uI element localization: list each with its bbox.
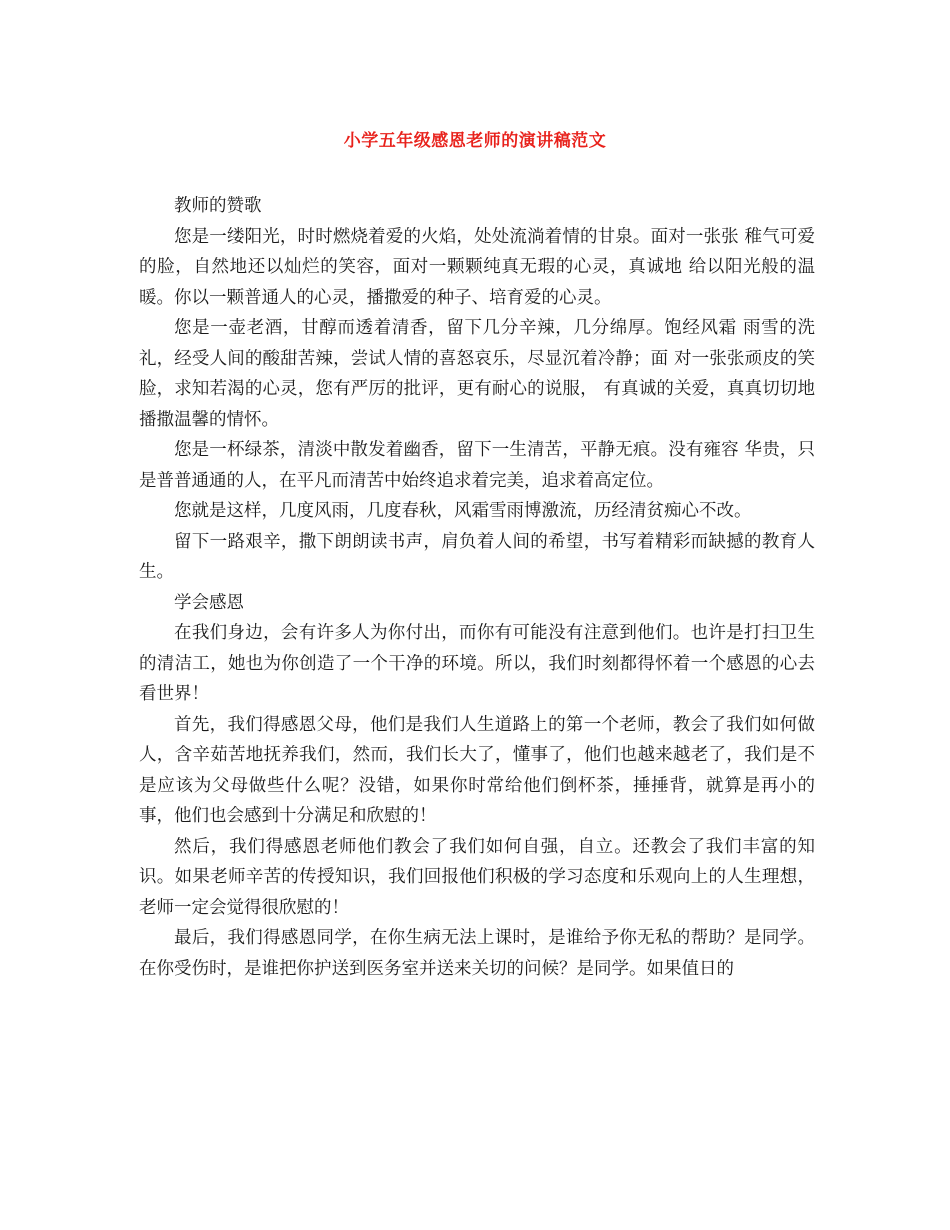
document-body [139,191,815,984]
paragraph: 在我们身边，会有许多人为你付出，而你有可能没有注意到他们。也许是打扫卫生的清洁工，她也为你创造了一个干净的环境。所以，我们时刻都得怀着一个感恩的心去看世界！ [139,623,815,704]
section-heading-teacher-praise: 教师的赞歌 [174,196,262,216]
paragraph: 您是一缕阳光，时时燃烧着爱的火焰，处处流淌着情的甘泉。面对一张张 稚气可爱的脸，自然地还以灿烂的笑容，面对一颗颗纯真无瑕的心灵，真诚地 给以阳光般的温暖。你以一颗普通人的心灵，播撒爱的种子、培育爱的心灵。 [139,226,815,308]
paragraph: 您是一杯绿茶，清淡中散发着幽香，留下一生清苦，平静无痕。没有雍容 华贵，只是普普通通的人，在平凡而清苦中始终追求着完美，追求着高定位。 [139,440,815,491]
paragraph: 首先，我们得感恩父母，他们是我们人生道路上的第一个老师，教会了我们如何做人，含辛茹苦地抚养我们，然而，我们长大了，懂事了，他们也越来越老了，我们是不是应该为父母做些什么呢？没错，如果你时常给他们倒杯茶，捶捶背，就算是再小的事，他们也会感到十分满足和欣慰的！ [139,714,815,826]
paragraph: 您就是这样，几度风雨，几度春秋，风霜雪雨博激流，历经清贫痴心不改。 [174,501,752,521]
section-heading-learn-gratitude: 学会感恩 [174,592,244,613]
paragraph: 留下一路艰辛，撒下朗朗读书声，肩负着人间的希望，书写着精彩而缺撼的教育人生。 [139,531,815,582]
paragraph: 然后，我们得感恩老师他们教会了我们如何自强，自立。还教会了我们丰富的知识。如果老师辛苦的传授知识，我们回报他们积极的学习态度和乐观向上的人生理想，老师一定会觉得很欣慰的！ [139,836,815,918]
paragraph: 最后，我们得感恩同学，在你生病无法上课时，是谁给予你无私的帮助？是同学。在你受伤时，是谁把你护送到医务室并送来关切的问候？是同学。如果值日的 [139,928,815,979]
document-title: 小学五年级感恩老师的演讲稿范文 [343,131,607,151]
paragraph: 您是一壶老酒，甘醇而透着清香，留下几分辛辣，几分绵厚。饱经风霜 雨雪的洗礼，经受人间的酸甜苦辣，尝试人情的喜怒哀乐，尽显沉着冷静；面 对一张张顽皮的笑脸，求知若渴的心灵，您有严厉的批评，更有耐心的说服， 有真诚的关爱，真真切切地播撒温馨的情怀。 [139,318,815,430]
